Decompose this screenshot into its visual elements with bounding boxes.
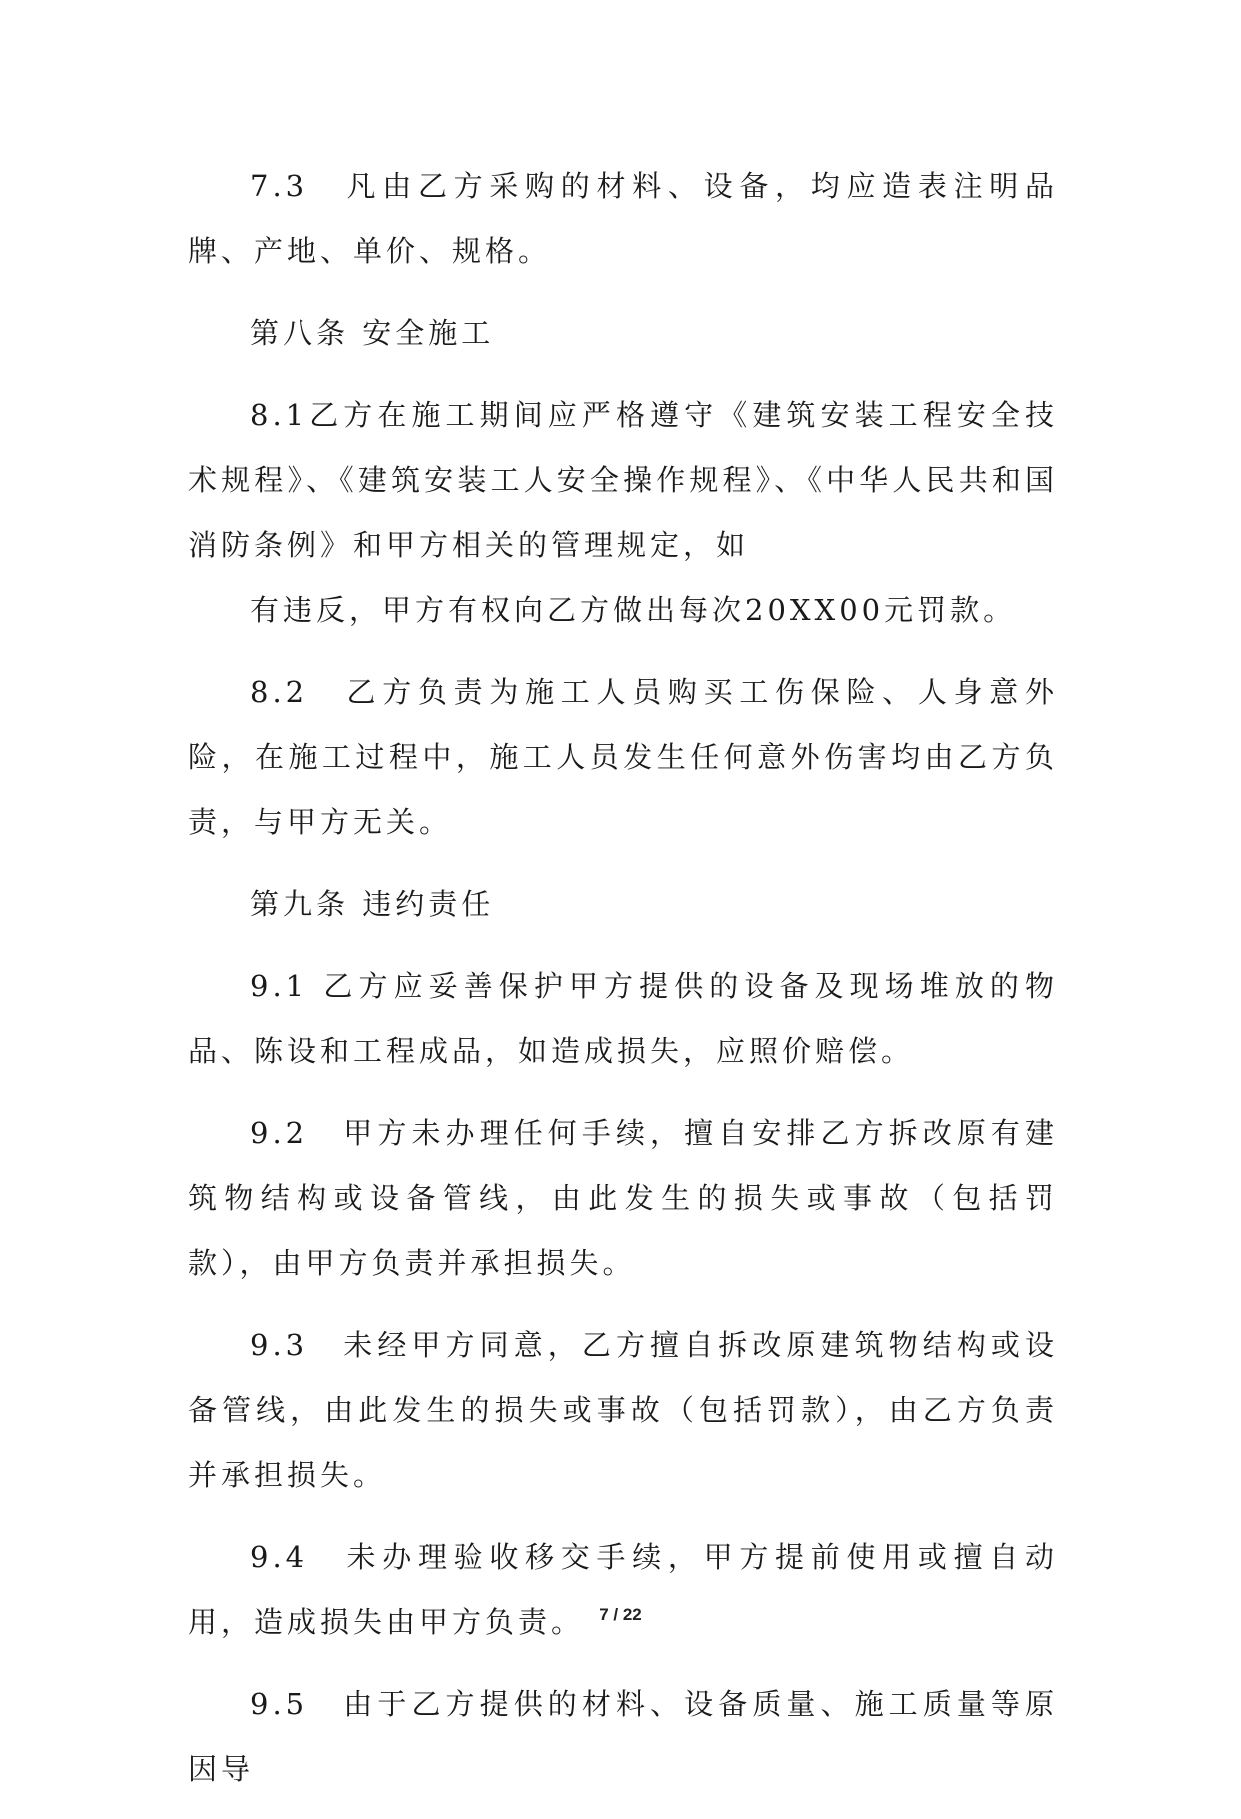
paragraph-7-3: 7.3 凡由乙方采购的材料、设备，均应造表注明品牌、产地、单价、规格。 — [188, 169, 1058, 268]
paragraph-9-3: 9.3 未经甲方同意，乙方擅自拆改原建筑物结构或设备管线，由此发生的损失或事故（包括罚款），由乙方负责并承担损失。 — [188, 1328, 1058, 1492]
paragraph-8-1-continued: 有违反，甲方有权向乙方做出每次20XX00元罚款。 — [250, 593, 1017, 627]
paragraph-8-1: 8.1乙方在施工期间应严格遵守《建筑安装工程安全技术规程》、《建筑安装工人安全操作规程》、《中华人民共和国消防条例》和甲方相关的管理规定，如 — [188, 398, 1058, 562]
paragraph-8-2: 8.2 乙方负责为施工人员购买工伤保险、人身意外险，在施工过程中，施工人员发生任何意外伤害均由乙方负责，与甲方无关。 — [188, 675, 1058, 839]
paragraph-9-4: 9.4 未办理验收移交手续，甲方提前使用或擅自动用，造成损失由甲方负责。 — [188, 1540, 1058, 1639]
section-heading-9: 第九条 违约责任 — [250, 887, 495, 921]
page-number: 7 / 22 — [599, 1605, 642, 1624]
paragraph-9-5: 9.5 由于乙方提供的材料、设备质量、施工质量等原因导 — [188, 1687, 1058, 1786]
paragraph-9-1: 9.1 乙方应妥善保护甲方提供的设备及现场堆放的物品、陈设和工程成品，如造成损失，应照价赔偿。 — [188, 969, 1058, 1068]
paragraph-9-2: 9.2 甲方未办理任何手续，擅自安排乙方拆改原有建筑物结构或设备管线，由此发生的损失或事故（包括罚款），由甲方负责并承担损失。 — [188, 1116, 1058, 1280]
document-body — [188, 154, 1058, 1819]
section-heading-8: 第八条 安全施工 — [250, 316, 495, 350]
